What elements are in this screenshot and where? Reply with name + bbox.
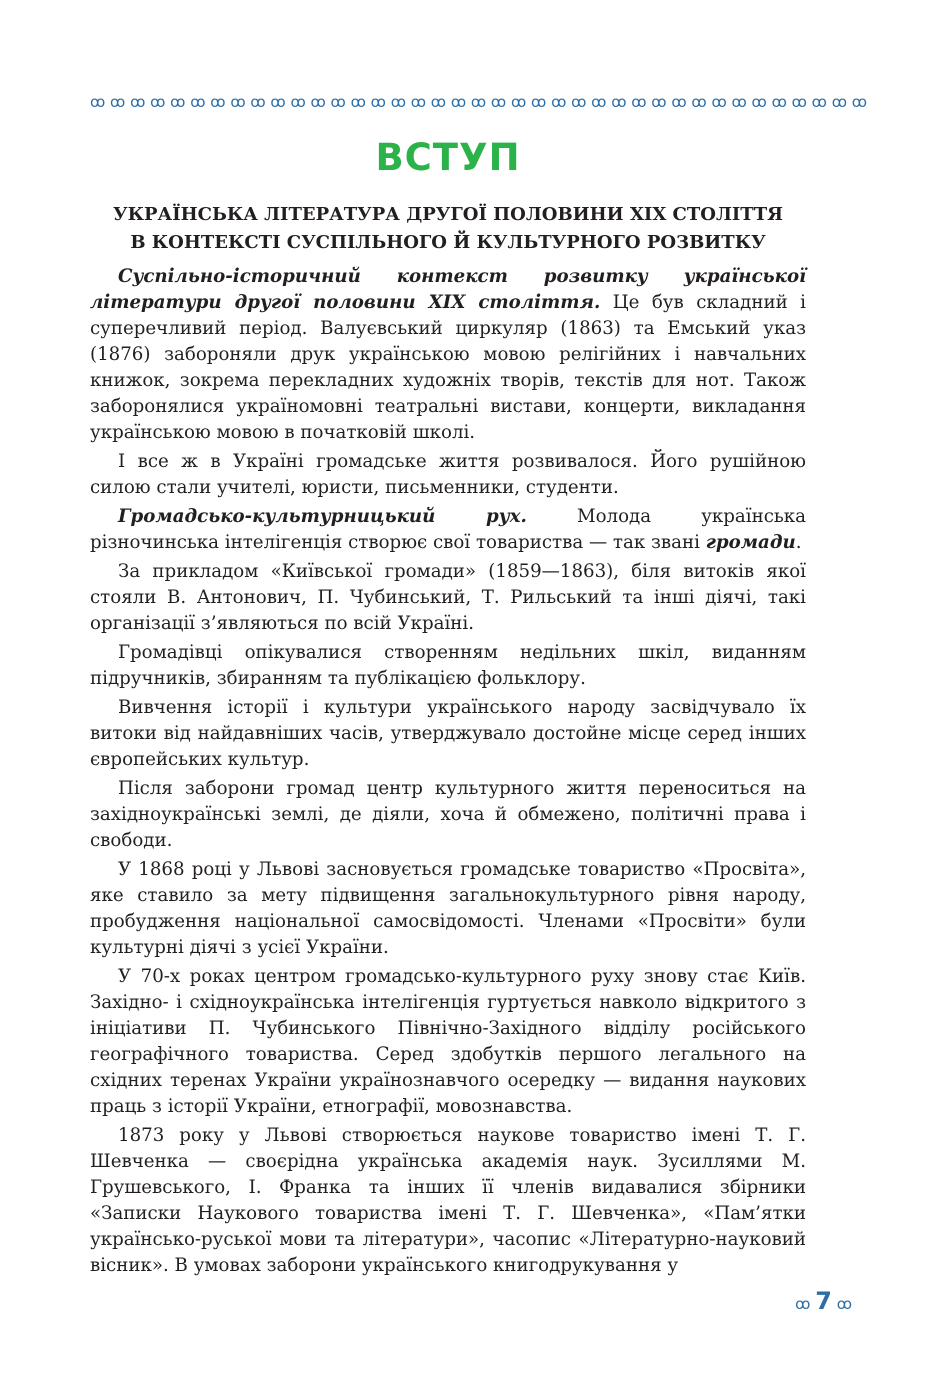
- paragraph-9: У 70-х роках центром громадсько-культурного руху знову стає Київ. Західно- і східноукраїнська інтелігенція гуртується навколо відкритого з ініціативи П. Чубинського Північно-Західного відділу російського географічного товариства. Серед здобутків першого легального на східних теренах України українознавчого осередку — видання наукових праць з історії України, етнографії, мовознавства.: [90, 966, 806, 1117]
- paragraph-1-text: Це був складний і суперечливий період. Валуєвський циркуляр (1863) та Емський указ (1876) забороняли друк українською мовою релігійних і навчальних книжок, зокрема перекладних художніх творів, текстів для нот. Також заборонялися україномовні театральні вистави, концерти, викладання українською мовою в початковій школі.: [90, 292, 806, 443]
- page-number-ornament-right: ꝏ: [836, 1295, 852, 1313]
- paragraph-1: [90, 264, 806, 446]
- ornament-border: ꝏ ꝏ ꝏ ꝏ ꝏ ꝏ ꝏ ꝏ ꝏ ꝏ ꝏ ꝏ ꝏ ꝏ ꝏ ꝏ ꝏ ꝏ ꝏ ꝏ ꝏ ꝏ ꝏ ꝏ ꝏ ꝏ ꝏ ꝏ ꝏ ꝏ ꝏ ꝏ ꝏ ꝏ ꝏ ꝏ ꝏ ꝏ ꝏ: [90, 93, 868, 111]
- paragraph-8: У 1868 році у Львові засновується громадське товариство «Просвіта», яке ставило за мету підвищення загальнокультурного рівня народу, пробудження національної самосвідомості. Членами «Просвіти» були культурні діячі з усієї України.: [90, 859, 806, 958]
- paragraph-3-end: .: [795, 532, 802, 553]
- subtitle-line-2: В КОНТЕКСТІ СУСПІЛЬНОГО Й КУЛЬТУРНОГО РОЗВИТКУ: [130, 232, 766, 253]
- paragraph-3-text: Молода українська різночинська інтелігенція створює свої товариства — так звані: [90, 506, 806, 553]
- page-number-value: 7: [815, 1287, 832, 1315]
- paragraph-4: За прикладом «Київської громади» (1859—1863), біля витоків якої стояли В. Антонович, П. Чубинський, Т. Рильський та інші діячі, такі організації з’являються по всій Україні.: [90, 561, 806, 634]
- subtitle-line-1: УКРАЇНСЬКА ЛІТЕРАТУРА ДРУГОЇ ПОЛОВИНИ ХІХ СТОЛІТТЯ: [113, 204, 783, 225]
- paragraph-2: І все ж в Україні громадське життя розвивалося. Його рушійною силою стали учителі, юристи, письменники, студенти.: [90, 451, 806, 498]
- paragraph-3-lead: Громадсько-культурницький рух.: [118, 506, 527, 527]
- paragraph-7: Після заборони громад центр культурного життя переноситься на західноукраїнські землі, де діяли, хоча й обмежено, політичні права і свободи.: [90, 778, 806, 851]
- paragraph-3: [90, 504, 806, 556]
- paragraph-6: Вивчення історії і культури українського народу засвідчувало їх витоки від найдавніших часів, утверджувало достойне місце серед інших європейських культур.: [90, 697, 806, 770]
- page-number: [795, 1286, 852, 1319]
- paragraph-1-lead: Суспільно-історичний контекст розвитку української літератури другої половини ХІХ століття.: [90, 266, 806, 313]
- page-title: ВСТУП: [375, 136, 521, 179]
- paragraph-5: Громадівці опікувалися створенням недільних шкіл, виданням підручників, збиранням та публікацією фольклору.: [90, 642, 806, 689]
- page-number-ornament-left: ꝏ: [795, 1295, 811, 1313]
- paragraph-10: 1873 року у Львові створюється наукове товариство імені Т. Г. Шевченка — своєрідна українська академія наук. Зусиллями М. Грушевського, І. Франка та інших її членів видавалися збірники «Записки Наукового товариства імені Т. Г. Шевченка», «Пам’ятки українсько-руської мови та літератури», часопис «Літературно-науковий вісник». В умовах заборони українського книгодрукування у: [90, 1125, 806, 1276]
- section-subtitle: [90, 201, 806, 257]
- body-text: [90, 264, 806, 1282]
- paragraph-3-term: громади: [705, 532, 796, 553]
